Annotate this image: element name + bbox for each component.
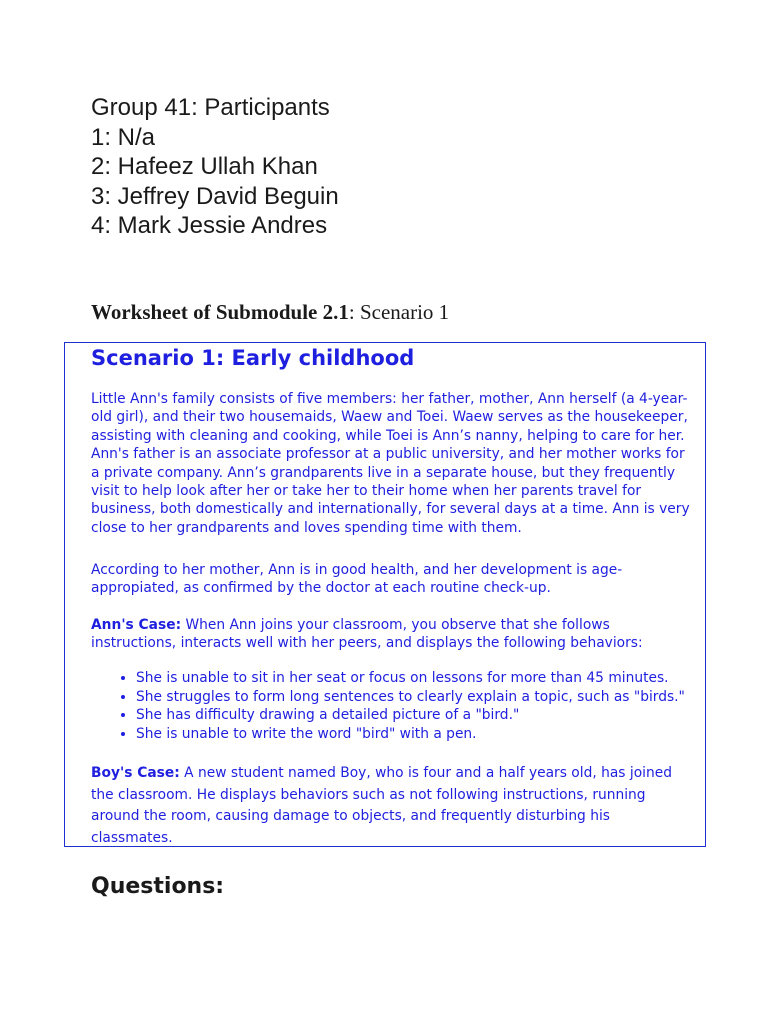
ann-case-label: Ann's Case: [91, 617, 182, 633]
ann-case-paragraph [91, 616, 691, 653]
worksheet-suffix: : Scenario 1 [348, 300, 450, 324]
worksheet-label: Worksheet of Submodule 2.1 [91, 300, 349, 324]
scenario-paragraph-health: According to her mother, Ann is in good health, and her development is age-appropiated, as confirmed by the doctor at each routine check-up. [91, 562, 623, 597]
boy-case-label: Boy's Case: [91, 765, 180, 781]
participants-heading: Group 41: Participants [91, 94, 330, 121]
participants-list [91, 93, 339, 241]
participant-4: 4: Mark Jessie Andres [91, 212, 328, 239]
participant-2: 2: Hafeez Ullah Khan [91, 153, 318, 180]
list-item: • She struggles to form long sentences to clearly explain a topic, such as "birds." [136, 688, 716, 707]
list-item: • She is unable to sit in her seat or focus on lessons for more than 45 minutes. [136, 669, 716, 688]
ann-case-text: When Ann joins your classroom, you observe that she follows instructions, interacts well with her peers, and displays the following behaviors: [91, 617, 643, 652]
scenario-title: Scenario 1: Early childhood [91, 346, 415, 370]
questions-heading: Questions: [91, 874, 225, 899]
scenario-paragraph-family: Little Ann's family consists of five members: her father, mother, Ann herself (a 4-year-old girl), and their two housemaids, Waew and Toei. Waew serves as the housekeeper, assisting with cleaning and cooking, while Toei is Ann’s nanny, helping to care for her. Ann's father is an associate professor at a public university, and her mother works for a private company. Ann’s grandparents live in a separate house, but they frequently visit to help look after her or take her to their home when her parents travel for business, both domestically and internationally, for several days at a time. Ann is very close to her grandparents and loves spending time with them. [91, 391, 690, 536]
behavior-list [111, 669, 716, 743]
list-item: • She is unable to write the word "bird" with a pen. [136, 725, 716, 744]
participant-3: 3: Jeffrey David Beguin [91, 182, 339, 210]
participant-1: 1: N/a [91, 123, 156, 151]
scenario-box [64, 342, 706, 847]
boy-case-text: A new student named Boy, who is four and a half years old, has joined the classroom. He displays behaviors such as not following instructions, running around the room, causing damage to objects, and frequently disturbing his classmates. [91, 765, 672, 846]
boy-case-paragraph [91, 763, 691, 849]
list-item: • She has difficulty drawing a detailed picture of a "bird." [136, 706, 716, 725]
worksheet-title [91, 300, 449, 325]
